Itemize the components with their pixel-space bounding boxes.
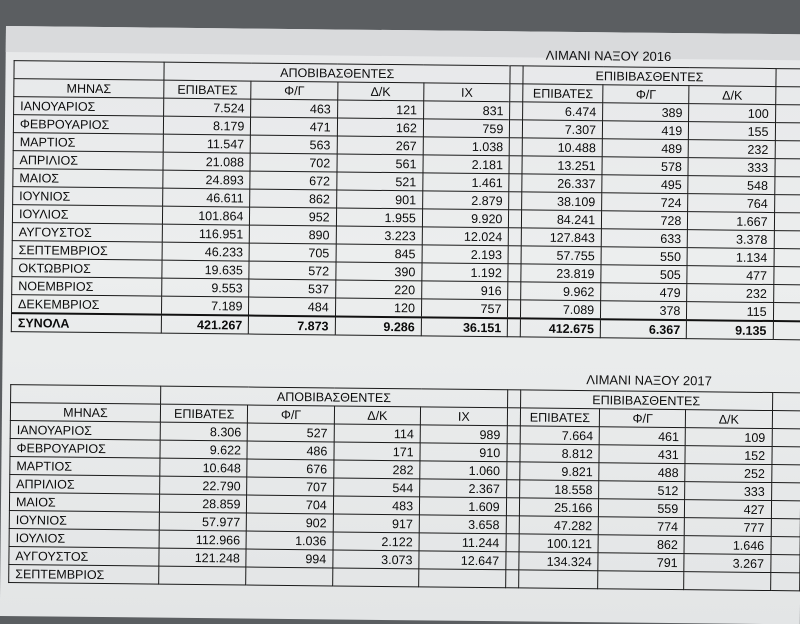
value-cell: 3.223 <box>336 226 422 245</box>
value-cell: 917 <box>333 514 419 533</box>
value-cell: 916 <box>422 281 509 300</box>
value-cell: 431 <box>599 445 685 464</box>
value-cell: 22.790 <box>160 476 248 495</box>
value-cell: 162 <box>337 118 423 137</box>
value-cell: 8.179 <box>163 116 251 135</box>
value-cell: 505 <box>601 265 687 284</box>
value-cell: 633 <box>601 229 687 248</box>
month-cell: ΜΑΡΤΙΟΣ <box>10 457 160 477</box>
value-cell: 7.664 <box>520 426 600 445</box>
value-cell: 282 <box>334 460 420 479</box>
value-cell: 9.821 <box>519 462 599 481</box>
value-cell: 495 <box>602 175 688 194</box>
value-cell <box>246 567 332 586</box>
value-cell: 100.121 <box>519 534 599 553</box>
value-cell: 11.547 <box>163 134 251 153</box>
col-header-passengers: ΕΠΙΒΑΤΕΣ <box>520 408 600 427</box>
value-cell: 121 <box>337 100 423 119</box>
month-cell: ΙΑΝΟΥΑΡΙΟΣ <box>14 97 164 117</box>
value-cell: 333 <box>685 482 771 501</box>
value-cell: 1.646 <box>684 536 770 555</box>
table-2017-title: ΛΙΜΑΝΙ ΝΑΞΟΥ 2017 <box>586 372 712 389</box>
month-cell: ΜΑΙΟΣ <box>13 169 163 189</box>
value-cell <box>419 569 506 588</box>
value-cell: 757 <box>421 299 508 318</box>
total-cell: 9.135 <box>687 320 773 339</box>
value-cell: 989 <box>420 425 507 444</box>
month-cell: ΙΟΥΝΙΟΣ <box>9 511 159 531</box>
value-cell: 461 <box>600 427 686 446</box>
value-cell: 759 <box>423 119 510 138</box>
value-cell: 13.251 <box>522 156 602 175</box>
value-cell: 134.324 <box>518 552 598 571</box>
value-cell: 378 <box>601 301 687 320</box>
value-cell: 18.558 <box>519 480 599 499</box>
total-cell: 6.367 <box>600 319 686 338</box>
group-header-disembarked: ΑΠΟΒΙΒΑΣΘΕΝΤΕΣ <box>164 62 511 84</box>
value-cell: 419 <box>602 121 688 140</box>
value-cell: 572 <box>249 261 335 280</box>
month-cell: ΑΠΡΙΛΙΟΣ <box>13 151 163 171</box>
value-cell: 890 <box>250 225 336 244</box>
value-cell: 115 <box>687 302 773 321</box>
value-cell: 831 <box>423 101 510 120</box>
month-cell: ΦΕΒΡΟΥΑΡΙΟΣ <box>13 115 163 135</box>
col-header-trucks: Φ/Γ <box>600 409 686 428</box>
col-header-cars: ΙΧ <box>420 407 507 426</box>
col-header-trucks: Φ/Γ <box>603 85 689 104</box>
value-cell: 1.134 <box>687 248 773 267</box>
value-cell: 901 <box>336 190 422 209</box>
col-header-buses: Δ/Κ <box>337 82 423 101</box>
value-cell: 1.192 <box>422 263 509 282</box>
value-cell: 483 <box>333 496 419 515</box>
value-cell: 3.658 <box>419 515 506 534</box>
col-header-buses: Δ/Κ <box>689 86 775 105</box>
col-header-passengers: ΕΠΙΒΑΤΕΣ <box>523 84 603 103</box>
value-cell: 728 <box>602 211 688 230</box>
col-header-month: ΜΗΝΑΣ <box>14 79 164 99</box>
value-cell: 116.951 <box>162 224 250 243</box>
group-header-disembarked: ΑΠΟΒΙΒΑΣΘΕΝΤΕΣ <box>161 386 508 408</box>
value-cell: 1.060 <box>420 461 507 480</box>
value-cell: 2.367 <box>420 479 507 498</box>
value-cell: 2.181 <box>423 155 510 174</box>
value-cell: 1.461 <box>423 173 510 192</box>
col-header-month: ΜΗΝΑΣ <box>10 403 160 423</box>
value-cell: 120 <box>335 298 421 317</box>
value-cell: 171 <box>334 442 420 461</box>
value-cell: 702 <box>250 153 336 172</box>
value-cell: 550 <box>601 247 687 266</box>
col-header-cars: ΙΧ <box>424 83 511 102</box>
paper-sheet <box>0 26 800 624</box>
value-cell: 121.248 <box>159 548 247 567</box>
month-cell: ΦΕΒΡΟΥΑΡΙΟΣ <box>10 439 160 459</box>
value-cell: 112.966 <box>159 530 247 549</box>
value-cell: 486 <box>247 441 333 460</box>
month-cell: ΙΑΝΟΥΑΡΙΟΣ <box>10 421 160 441</box>
value-cell: 862 <box>598 535 684 554</box>
value-cell: 544 <box>333 478 419 497</box>
value-cell: 389 <box>603 103 689 122</box>
value-cell: 477 <box>687 266 773 285</box>
value-cell: 1.609 <box>419 497 506 516</box>
total-cell: ΣΥΝΟΛΑ <box>11 313 161 333</box>
value-cell: 2.122 <box>333 532 419 551</box>
value-cell: 527 <box>248 423 334 442</box>
value-cell: 8.812 <box>520 444 600 463</box>
value-cell: 563 <box>251 135 337 154</box>
value-cell: 57.977 <box>159 512 247 531</box>
value-cell: 152 <box>685 446 771 465</box>
value-cell: 676 <box>247 459 333 478</box>
value-cell: 479 <box>601 283 687 302</box>
value-cell: 333 <box>688 158 774 177</box>
value-cell: 24.893 <box>163 170 251 189</box>
value-cell: 3.267 <box>684 554 770 573</box>
value-cell: 774 <box>599 517 685 536</box>
value-cell: 3.378 <box>688 230 774 249</box>
value-cell: 488 <box>599 463 685 482</box>
total-cell: 36.151 <box>421 317 508 336</box>
group-header-blank <box>14 61 164 81</box>
value-cell: 6.474 <box>523 102 603 121</box>
month-cell: ΟΚΤΩΒΡΙΟΣ <box>12 259 162 279</box>
col-header-trucks: Φ/Γ <box>248 405 334 424</box>
value-cell: 7.524 <box>164 98 252 117</box>
value-cell: 512 <box>599 481 685 500</box>
value-cell: 10.488 <box>523 138 603 157</box>
value-cell: 114 <box>334 424 420 443</box>
col-header-buses: Δ/Κ <box>686 410 772 429</box>
value-cell: 267 <box>337 136 423 155</box>
value-cell: 9.920 <box>422 209 509 228</box>
value-cell: 28.859 <box>159 494 247 513</box>
value-cell: 2.193 <box>422 245 509 264</box>
value-cell: 3.073 <box>333 550 419 569</box>
value-cell <box>518 570 598 589</box>
value-cell <box>684 572 770 591</box>
month-cell: ΝΟΕΜΒΡΙΟΣ <box>12 277 162 297</box>
value-cell: 1.667 <box>688 212 774 231</box>
value-cell: 705 <box>249 243 335 262</box>
value-cell: 548 <box>688 176 774 195</box>
value-cell: 11.244 <box>419 533 506 552</box>
value-cell: 791 <box>598 553 684 572</box>
value-cell: 38.109 <box>522 192 602 211</box>
value-cell: 521 <box>336 172 422 191</box>
table-2016-title: ΛΙΜΑΝΙ ΝΑΞΟΥ 2016 <box>545 47 672 64</box>
value-cell <box>159 566 247 585</box>
value-cell: 463 <box>251 99 337 118</box>
table-2017-block <box>2 366 800 582</box>
group-header-embarked: ΕΠΙΒΙΒΑΣΘΕΝΤΕΣ <box>520 390 772 411</box>
value-cell: 47.282 <box>519 516 599 535</box>
value-cell: 1.036 <box>247 531 333 550</box>
value-cell: 46.233 <box>162 242 250 261</box>
value-cell: 845 <box>336 244 422 263</box>
value-cell: 427 <box>685 500 771 519</box>
total-cell: 9.286 <box>335 316 421 335</box>
month-cell: ΣΕΠΤΕΜΒΡΙΟΣ <box>12 241 162 261</box>
col-header-passengers: ΕΠΙΒΑΤΕΣ <box>164 80 252 99</box>
value-cell: 777 <box>684 518 770 537</box>
value-cell: 57.755 <box>521 246 601 265</box>
total-cell: 421.267 <box>161 315 249 334</box>
value-cell: 155 <box>689 122 775 141</box>
month-cell: ΣΕΠΤΕΜΒΡΙΟΣ <box>9 565 159 585</box>
value-cell: 26.337 <box>522 174 602 193</box>
value-cell: 84.241 <box>522 210 602 229</box>
value-cell: 559 <box>599 499 685 518</box>
group-header-blank <box>11 385 161 405</box>
value-cell: 561 <box>337 154 423 173</box>
month-cell: ΙΟΥΝΙΟΣ <box>13 187 163 207</box>
value-cell: 390 <box>335 262 421 281</box>
value-cell: 672 <box>250 171 336 190</box>
value-cell <box>598 571 684 590</box>
value-cell: 537 <box>249 279 335 298</box>
value-cell: 7.089 <box>521 300 601 319</box>
value-cell: 101.864 <box>162 206 250 225</box>
value-cell: 12.024 <box>422 227 509 246</box>
value-cell: 484 <box>249 297 335 316</box>
value-cell: 471 <box>251 117 337 136</box>
value-cell: 9.622 <box>160 440 248 459</box>
value-cell: 7.189 <box>161 296 249 315</box>
month-cell: ΜΑΡΤΙΟΣ <box>13 133 163 153</box>
month-cell: ΜΑΙΟΣ <box>9 493 159 513</box>
value-cell: 489 <box>602 139 688 158</box>
value-cell <box>332 568 418 587</box>
col-header-passengers: ΕΠΙΒΑΤΕΣ <box>160 404 248 423</box>
month-cell: ΑΥΓΟΥΣΤΟΣ <box>12 223 162 243</box>
total-cell: 7.873 <box>249 316 335 335</box>
value-cell: 10.648 <box>160 458 248 477</box>
value-cell: 1.038 <box>423 137 510 156</box>
month-cell: ΙΟΥΛΙΟΣ <box>9 529 159 549</box>
value-cell: 707 <box>247 477 333 496</box>
value-cell: 109 <box>685 428 771 447</box>
value-cell: 19.635 <box>162 260 250 279</box>
table-2016 <box>11 60 800 340</box>
value-cell: 7.307 <box>523 120 603 139</box>
value-cell: 724 <box>602 193 688 212</box>
value-cell: 46.611 <box>163 188 251 207</box>
value-cell: 127.843 <box>522 228 602 247</box>
value-cell: 232 <box>687 284 773 303</box>
value-cell: 252 <box>685 464 771 483</box>
value-cell: 8.306 <box>160 422 248 441</box>
value-cell: 220 <box>335 280 421 299</box>
value-cell: 994 <box>246 549 332 568</box>
value-cell: 12.647 <box>419 551 506 570</box>
value-cell: 578 <box>602 157 688 176</box>
value-cell: 902 <box>247 513 333 532</box>
value-cell: 100 <box>689 104 775 123</box>
month-cell: ΑΠΡΙΛΙΟΣ <box>10 475 160 495</box>
month-cell: ΔΕΚΕΜΒΡΙΟΣ <box>11 295 161 315</box>
value-cell: 1.955 <box>336 208 422 227</box>
value-cell: 704 <box>247 495 333 514</box>
value-cell: 21.088 <box>163 152 251 171</box>
value-cell: 952 <box>250 207 336 226</box>
value-cell: 2.879 <box>422 191 509 210</box>
month-cell: ΙΟΥΛΙΟΣ <box>12 205 162 225</box>
month-cell: ΑΥΓΟΥΣΤΟΣ <box>9 547 159 567</box>
group-header-embarked: ΕΠΙΒΙΒΑΣΘΕΝΤΕΣ <box>523 66 775 87</box>
value-cell: 910 <box>420 443 507 462</box>
value-cell: 764 <box>688 194 774 213</box>
value-cell: 9.553 <box>162 278 250 297</box>
value-cell: 25.166 <box>519 498 599 517</box>
table-2017 <box>8 384 800 591</box>
value-cell: 9.962 <box>521 282 601 301</box>
value-cell: 862 <box>250 189 336 208</box>
col-header-trucks: Φ/Γ <box>251 81 337 100</box>
total-cell: 412.675 <box>521 318 601 337</box>
page-edge <box>6 26 800 60</box>
col-header-buses: Δ/Κ <box>334 406 420 425</box>
value-cell: 23.819 <box>521 264 601 283</box>
value-cell: 232 <box>689 140 775 159</box>
